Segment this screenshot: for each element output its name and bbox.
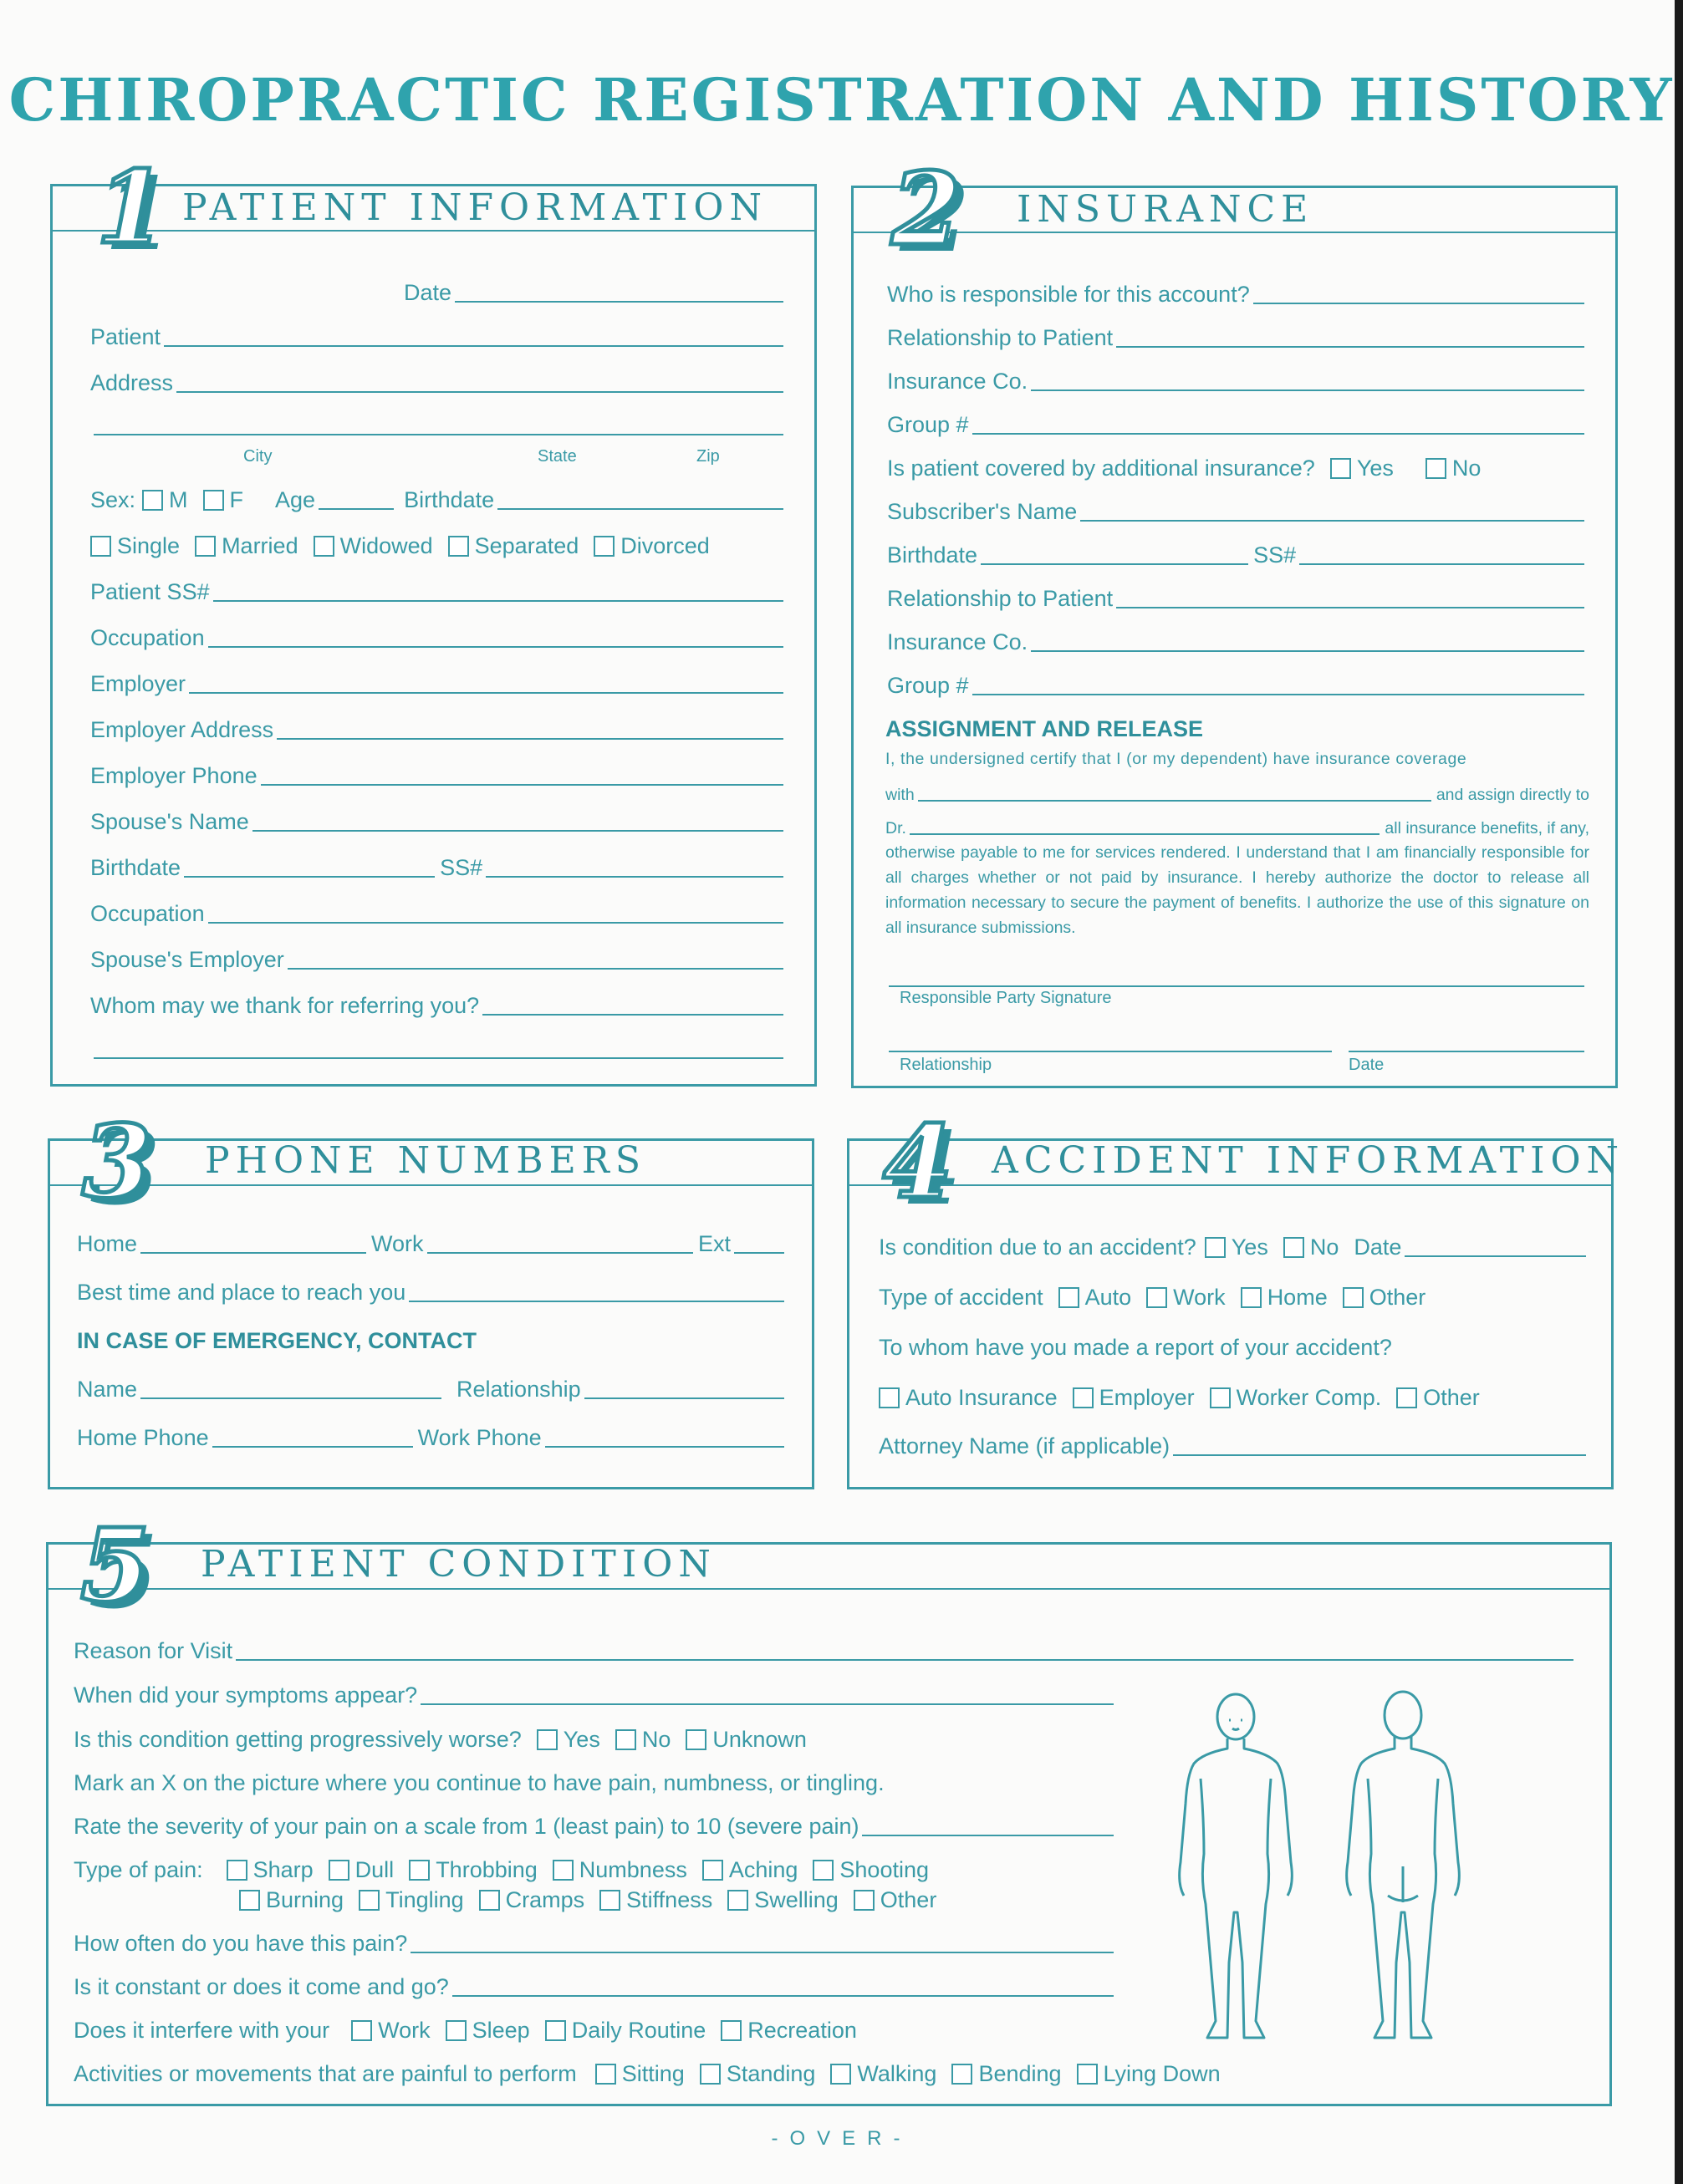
assignment-line-1: I, the undersigned certify that I (or my dependent) have insurance coverage xyxy=(885,750,1467,768)
how-often-field[interactable] xyxy=(411,1932,1114,1953)
date-field[interactable] xyxy=(455,281,783,303)
report-worker-comp-label: Worker Comp. xyxy=(1236,1385,1382,1410)
sub-birthdate-label: Birthdate xyxy=(887,542,978,568)
widowed-checkbox[interactable] xyxy=(314,536,334,557)
mark-x-label: Mark an X on the picture where you continue to have pain, numbness, or tingling. xyxy=(74,1770,885,1795)
referral-label: Whom may we thank for referring you? xyxy=(90,993,480,1018)
patient-ss-label: Patient SS# xyxy=(90,579,210,604)
spouse-ss-label: SS# xyxy=(440,855,483,880)
worse-unknown-label: Unknown xyxy=(712,1727,807,1752)
section-title: PATIENT CONDITION xyxy=(201,1543,717,1586)
type-auto-checkbox[interactable] xyxy=(1058,1287,1079,1308)
pain-option-label: Numbness xyxy=(579,1857,687,1882)
pain-option-label: Shooting xyxy=(839,1857,929,1882)
emergency-heading: IN CASE OF EMERGENCY, CONTACT xyxy=(77,1328,477,1353)
insurance-co2-field[interactable] xyxy=(1031,630,1584,652)
emergency-relationship-label: Relationship xyxy=(456,1377,581,1402)
type-home-label: Home xyxy=(1267,1285,1328,1310)
type-work-checkbox[interactable] xyxy=(1146,1287,1167,1308)
work-field[interactable] xyxy=(427,1232,693,1254)
relationship3-label: Relationship xyxy=(900,1056,992,1074)
pain-option-label: Swelling xyxy=(754,1887,839,1912)
rate-label: Rate the severity of your pain on a scale from 1 (least pain) to 10 (severe pain) xyxy=(74,1814,859,1839)
activity-standing-checkbox[interactable] xyxy=(700,2064,721,2085)
age-field[interactable] xyxy=(319,488,394,510)
separated-label: Separated xyxy=(474,533,579,558)
married-label: Married xyxy=(222,533,298,558)
employer-address-label: Employer Address xyxy=(90,717,274,742)
worse-no-label: No xyxy=(641,1727,671,1752)
single-checkbox[interactable] xyxy=(90,536,111,557)
referral-line-2-field[interactable] xyxy=(94,1037,783,1059)
pain-option-label: Stiffness xyxy=(626,1887,713,1912)
birthdate-label: Birthdate xyxy=(404,487,495,512)
rate-field[interactable] xyxy=(862,1815,1114,1836)
accident-yes-checkbox[interactable] xyxy=(1205,1237,1226,1258)
pain-other-checkbox[interactable] xyxy=(854,1890,875,1911)
interfere-work-label: Work xyxy=(378,2018,431,2043)
responsible-field[interactable] xyxy=(1253,283,1584,304)
pain-option-label: Sharp xyxy=(252,1857,314,1882)
address-label: Address xyxy=(90,370,174,395)
divorced-checkbox[interactable] xyxy=(594,536,615,557)
interfere-recreation-label: Recreation xyxy=(747,2018,857,2043)
emergency-home-phone-field[interactable] xyxy=(212,1426,413,1448)
pain-sharp-checkbox[interactable] xyxy=(227,1860,247,1881)
sub-ss-field[interactable] xyxy=(1299,543,1584,565)
pain-aching-checkbox[interactable] xyxy=(702,1860,723,1881)
assign-dr-field[interactable] xyxy=(910,817,1380,835)
activity-lying-checkbox[interactable] xyxy=(1077,2064,1098,2085)
pain-numbness-checkbox[interactable] xyxy=(553,1860,574,1881)
employer-phone-label: Employer Phone xyxy=(90,763,258,788)
activity-standing-label: Standing xyxy=(726,2061,816,2086)
accident-date-label: Date xyxy=(1354,1235,1402,1260)
occupation-field[interactable] xyxy=(208,626,783,648)
city-label: City xyxy=(243,447,273,466)
interfere-work-checkbox[interactable] xyxy=(351,2020,372,2041)
group2-label: Group # xyxy=(887,673,969,698)
additional-insurance-label: Is patient covered by additional insurance? xyxy=(887,456,1315,481)
pain-tingling-checkbox[interactable] xyxy=(359,1890,380,1911)
spouse-ss-field[interactable] xyxy=(486,856,783,878)
section-title: PHONE NUMBERS xyxy=(205,1139,647,1182)
home-field[interactable] xyxy=(140,1232,366,1254)
relationship2-label: Relationship to Patient xyxy=(887,586,1114,611)
address-line-2-field[interactable] xyxy=(94,414,783,435)
report-employer-checkbox[interactable] xyxy=(1073,1387,1094,1408)
zip-label: Zip xyxy=(696,447,720,466)
group2-field[interactable] xyxy=(972,674,1584,695)
accident-no-checkbox[interactable] xyxy=(1283,1237,1304,1258)
section-number: 3 xyxy=(82,1103,152,1221)
activity-bending-checkbox[interactable] xyxy=(951,2064,972,2085)
sub-birthdate-field[interactable] xyxy=(981,543,1248,565)
additional-yes-label: Yes xyxy=(1356,456,1394,481)
section-number: 2 xyxy=(891,150,961,268)
pain-swelling-checkbox[interactable] xyxy=(727,1890,748,1911)
emergency-name-field[interactable] xyxy=(140,1377,441,1399)
separated-checkbox[interactable] xyxy=(448,536,469,557)
address-field[interactable] xyxy=(176,371,783,393)
report-worker-comp-checkbox[interactable] xyxy=(1210,1387,1231,1408)
section-number: 5 xyxy=(80,1507,150,1625)
interfere-label: Does it interfere with your xyxy=(74,2018,330,2043)
emergency-work-phone-field[interactable] xyxy=(545,1426,784,1448)
body-front-figure xyxy=(1180,1694,1293,2038)
footer-over: -OVER- xyxy=(771,2127,912,2150)
relationship-label: Relationship to Patient xyxy=(887,325,1114,350)
ext-field[interactable] xyxy=(734,1232,784,1254)
type-auto-label: Auto xyxy=(1084,1285,1132,1310)
group-label: Group # xyxy=(887,412,969,437)
constant-field[interactable] xyxy=(452,1975,1114,1997)
insurance-co2-label: Insurance Co. xyxy=(887,629,1028,654)
patient-label: Patient xyxy=(90,324,161,349)
section-accident-information xyxy=(847,1103,1625,1489)
signature-date-field[interactable] xyxy=(1349,1031,1584,1052)
type-other-checkbox[interactable] xyxy=(1343,1287,1364,1308)
activity-walking-label: Walking xyxy=(857,2061,937,2086)
group-field[interactable] xyxy=(972,413,1584,435)
section-patient-information xyxy=(50,149,817,1087)
worse-unknown-checkbox[interactable] xyxy=(686,1729,706,1750)
sex-m-checkbox[interactable] xyxy=(142,490,163,511)
signature-label: Responsible Party Signature xyxy=(900,989,1112,1007)
spouse-name-label: Spouse's Name xyxy=(90,809,249,834)
ext-label: Ext xyxy=(697,1231,731,1256)
assignment-paragraph: otherwise payable to me for services rendered. I understand that I am financially responsible for all charges whether or not paid by insurance. I hereby authorize the doctor to release all information necessary to secure the payment of benefits. I authorize the use of this signature on all insurance submissions. xyxy=(885,843,1589,937)
additional-no-checkbox[interactable] xyxy=(1425,458,1446,479)
employer-phone-field[interactable] xyxy=(261,764,783,786)
signature-field[interactable] xyxy=(889,965,1584,987)
relationship-field[interactable] xyxy=(1116,326,1584,348)
spouse-occupation-field[interactable] xyxy=(208,902,783,924)
age-label: Age xyxy=(275,487,316,512)
interfere-sleep-label: Sleep xyxy=(472,2018,530,2043)
employer-label: Employer xyxy=(90,671,186,696)
type-home-checkbox[interactable] xyxy=(1241,1287,1262,1308)
accident-yes-label: Yes xyxy=(1231,1235,1268,1260)
insurance-co-field[interactable] xyxy=(1031,369,1584,391)
section-title: ACCIDENT INFORMATION xyxy=(992,1139,1625,1182)
accident-type-label: Type of accident xyxy=(879,1285,1043,1310)
form-title: CHIROPRACTIC REGISTRATION AND HISTORY xyxy=(8,65,1675,135)
section-number: 1 xyxy=(96,149,166,267)
report-label: To whom have you made a report of your accident? xyxy=(879,1335,1392,1360)
sex-label: Sex: xyxy=(90,487,136,512)
pain-option-label: Other xyxy=(880,1887,937,1912)
sex-f-label: F xyxy=(229,487,244,512)
report-other-label: Other xyxy=(1423,1385,1480,1410)
emergency-name-label: Name xyxy=(77,1377,138,1402)
spouse-birthdate-field[interactable] xyxy=(184,856,435,878)
accident-no-label: No xyxy=(1309,1235,1339,1260)
subscriber-label: Subscriber's Name xyxy=(887,499,1078,524)
spouse-employer-label: Spouse's Employer xyxy=(90,947,284,972)
report-auto-insurance-checkbox[interactable] xyxy=(879,1387,900,1408)
pain-dull-checkbox[interactable] xyxy=(329,1860,349,1881)
attorney-field[interactable] xyxy=(1173,1434,1586,1456)
spouse-occupation-label: Occupation xyxy=(90,901,205,926)
activity-bending-label: Bending xyxy=(978,2061,1062,2086)
symptoms-field[interactable] xyxy=(421,1683,1114,1705)
pain-option-label: Cramps xyxy=(505,1887,585,1912)
insurance-co-label: Insurance Co. xyxy=(887,369,1028,394)
assignment-heading: ASSIGNMENT AND RELEASE xyxy=(885,716,1204,741)
pain-stiffness-checkbox[interactable] xyxy=(599,1890,620,1911)
spouse-name-field[interactable] xyxy=(252,810,783,832)
section-phone-numbers xyxy=(48,1103,814,1489)
relationship2-field[interactable] xyxy=(1116,587,1584,608)
section-insurance xyxy=(851,150,1618,1088)
subscriber-field[interactable] xyxy=(1080,500,1584,522)
widowed-label: Widowed xyxy=(339,533,433,558)
employer-field[interactable] xyxy=(189,672,783,694)
activity-sitting-label: Sitting xyxy=(621,2061,685,2086)
pain-burning-checkbox[interactable] xyxy=(239,1890,260,1911)
signature-date-label: Date xyxy=(1349,1056,1385,1074)
assign-with-label: with xyxy=(885,786,915,804)
additional-yes-checkbox[interactable] xyxy=(1330,458,1351,479)
employer-address-field[interactable] xyxy=(277,718,783,740)
how-often-label: How often do you have this pain? xyxy=(74,1931,408,1956)
interfere-recreation-checkbox[interactable] xyxy=(721,2020,742,2041)
patient-field[interactable] xyxy=(164,325,783,347)
accident-date-field[interactable] xyxy=(1405,1235,1586,1257)
symptoms-label: When did your symptoms appear? xyxy=(74,1683,418,1708)
assign-dr-label: Dr. xyxy=(885,819,906,837)
assign-benefits-label: all insurance benefits, if any, xyxy=(1385,819,1589,837)
spouse-birthdate-label: Birthdate xyxy=(90,855,181,880)
emergency-work-phone-label: Work Phone xyxy=(417,1425,542,1450)
worse-no-checkbox[interactable] xyxy=(615,1729,636,1750)
worse-yes-label: Yes xyxy=(563,1727,600,1752)
additional-no-label: No xyxy=(1451,456,1482,481)
worse-yes-checkbox[interactable] xyxy=(537,1729,558,1750)
worse-label: Is this condition getting progressively worse? xyxy=(74,1727,522,1752)
reason-field[interactable] xyxy=(236,1639,1573,1661)
sub-ss-label: SS# xyxy=(1253,542,1297,568)
sex-m-label: M xyxy=(169,487,188,512)
pain-cramps-checkbox[interactable] xyxy=(479,1890,500,1911)
report-employer-label: Employer xyxy=(1099,1385,1195,1410)
relationship3-field[interactable] xyxy=(889,1031,1332,1052)
interfere-daily-checkbox[interactable] xyxy=(545,2020,566,2041)
due-to-accident-label: Is condition due to an accident? xyxy=(879,1235,1196,1260)
sex-f-checkbox[interactable] xyxy=(203,490,224,511)
emergency-relationship-field[interactable] xyxy=(584,1377,784,1399)
page-edge xyxy=(1675,0,1683,2184)
section-patient-condition xyxy=(46,1507,1612,2106)
patient-ss-field[interactable] xyxy=(213,580,783,602)
occupation-label: Occupation xyxy=(90,625,205,650)
date-label: Date xyxy=(404,280,452,305)
report-other-checkbox[interactable] xyxy=(1396,1387,1417,1408)
activity-sitting-checkbox[interactable] xyxy=(595,2064,616,2085)
pain-option-label: Burning xyxy=(266,1887,344,1912)
activities-label: Activities or movements that are painful to perform xyxy=(74,2061,577,2086)
married-checkbox[interactable] xyxy=(195,536,216,557)
pain-throbbing-checkbox[interactable] xyxy=(409,1860,430,1881)
type-other-label: Other xyxy=(1369,1285,1426,1310)
state-label: State xyxy=(538,447,577,466)
activity-lying-label: Lying Down xyxy=(1103,2061,1221,2086)
home-label: Home xyxy=(77,1231,138,1256)
section-number: 4 xyxy=(883,1103,953,1221)
pain-option-label: Tingling xyxy=(385,1887,464,1912)
reason-label: Reason for Visit xyxy=(74,1638,233,1663)
work-label: Work xyxy=(371,1231,424,1256)
birthdate-field[interactable] xyxy=(497,488,783,510)
assign-with-field[interactable] xyxy=(918,783,1431,802)
attorney-label: Attorney Name (if applicable) xyxy=(879,1433,1170,1459)
pain-option-label: Aching xyxy=(728,1857,798,1882)
divorced-label: Divorced xyxy=(620,533,710,558)
interfere-sleep-checkbox[interactable] xyxy=(446,2020,467,2041)
activity-walking-checkbox[interactable] xyxy=(830,2064,851,2085)
body-back-figure xyxy=(1347,1692,1460,2038)
emergency-home-phone-label: Home Phone xyxy=(77,1425,209,1450)
report-auto-insurance-label: Auto Insurance xyxy=(905,1385,1058,1410)
best-time-field[interactable] xyxy=(409,1280,784,1302)
type-work-label: Work xyxy=(1173,1285,1226,1310)
assign-directly-label: and assign directly to xyxy=(1436,786,1589,804)
pain-option-label: Throbbing xyxy=(436,1857,538,1882)
referral-field[interactable] xyxy=(482,994,783,1016)
pain-type-label: Type of pain: xyxy=(74,1857,203,1882)
body-diagram[interactable] xyxy=(1152,1687,1487,2054)
section-title: PATIENT INFORMATION xyxy=(182,186,768,229)
spouse-employer-field[interactable] xyxy=(288,948,783,970)
interfere-daily-label: Daily Routine xyxy=(571,2018,706,2043)
constant-label: Is it constant or does it come and go? xyxy=(74,1974,449,1999)
section-title: INSURANCE xyxy=(1017,188,1314,231)
responsible-label: Who is responsible for this account? xyxy=(887,282,1250,307)
pain-shooting-checkbox[interactable] xyxy=(813,1860,834,1881)
pain-option-label: Dull xyxy=(354,1857,395,1882)
single-label: Single xyxy=(117,533,181,558)
best-time-label: Best time and place to reach you xyxy=(77,1280,406,1305)
